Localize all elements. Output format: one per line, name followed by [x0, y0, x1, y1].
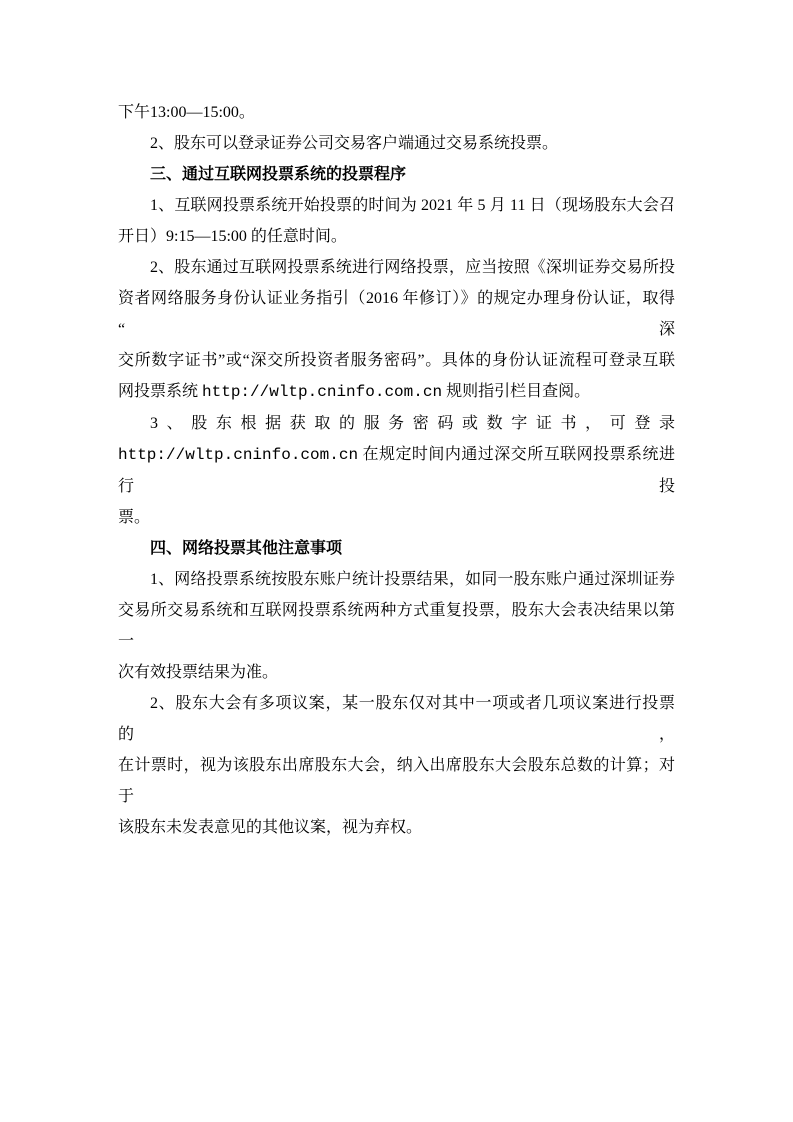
voting-system-url: http://wltp.cninfo.com.cn — [202, 383, 443, 401]
body-line-internet-voting-time-1: 1、互联网投票系统开始投票的时间为 2021 年 5 月 11 日（现场股东大会召 — [150, 197, 675, 214]
line-text: 规则指引栏目查阅。 — [442, 383, 591, 400]
body-line-identity-auth-4 — [118, 376, 675, 408]
heading-section-3: 三、通过互联网投票系统的投票程序 — [150, 166, 407, 183]
voting-system-url: http://wltp.cninfo.com.cn — [118, 446, 359, 464]
body-line-count-rule-2: 交易所交易系统和互联网投票系统两种方式重复投票，股东大会表决结果以第一 — [118, 602, 675, 650]
line-text: 网投票系统 — [118, 383, 203, 400]
body-line-count-rule-3: 次有效投票结果为准。 — [118, 664, 279, 681]
body-line-afternoon-time: 下午13:00—15:00。 — [118, 104, 255, 121]
body-line-multi-proposal-1: 2、股东大会有多项议案，某一股东仅对其中一项或者几项议案进行投票的， — [118, 695, 675, 743]
body-line-internet-voting-time-2: 开日）9:15—15:00 的任意时间。 — [118, 228, 347, 245]
document-body — [118, 97, 675, 843]
body-line-multi-proposal-3: 该股东未发表意见的其他议案，视为弃权。 — [118, 819, 423, 836]
line-text: 在规定时间内通过深交所互联网投票系统进行投 — [118, 446, 675, 495]
body-line-count-rule-1: 1、网络投票系统按股东账户统计投票结果，如同一股东账户通过深圳证券 — [150, 571, 675, 588]
body-line-identity-auth-2: 资者网络服务身份认证业务指引（2016 年修订）》的规定办理身份认证，取得“深 — [118, 290, 675, 338]
body-line-multi-proposal-2: 在计票时，视为该股东出席股东大会，纳入出席股东大会股东总数的计算；对于 — [118, 757, 675, 805]
body-line-login-vote-2 — [118, 439, 675, 502]
body-line-identity-auth-3: 交所数字证书”或“深交所投资者服务密码”。具体的身份认证流程可登录互联 — [118, 352, 675, 369]
body-line-identity-auth-1: 2、股东通过互联网投票系统进行网络投票，应当按照《深圳证券交易所投 — [150, 259, 675, 276]
heading-section-4: 四、网络投票其他注意事项 — [150, 540, 343, 557]
body-line-login-vote-1: 3、股东根据获取的服务密码或数字证书，可登录 — [150, 415, 675, 432]
body-line-login-vote-3: 票。 — [118, 509, 151, 526]
body-line-broker-client-voting: 2、股东可以登录证券公司交易客户端通过交易系统投票。 — [150, 135, 559, 152]
